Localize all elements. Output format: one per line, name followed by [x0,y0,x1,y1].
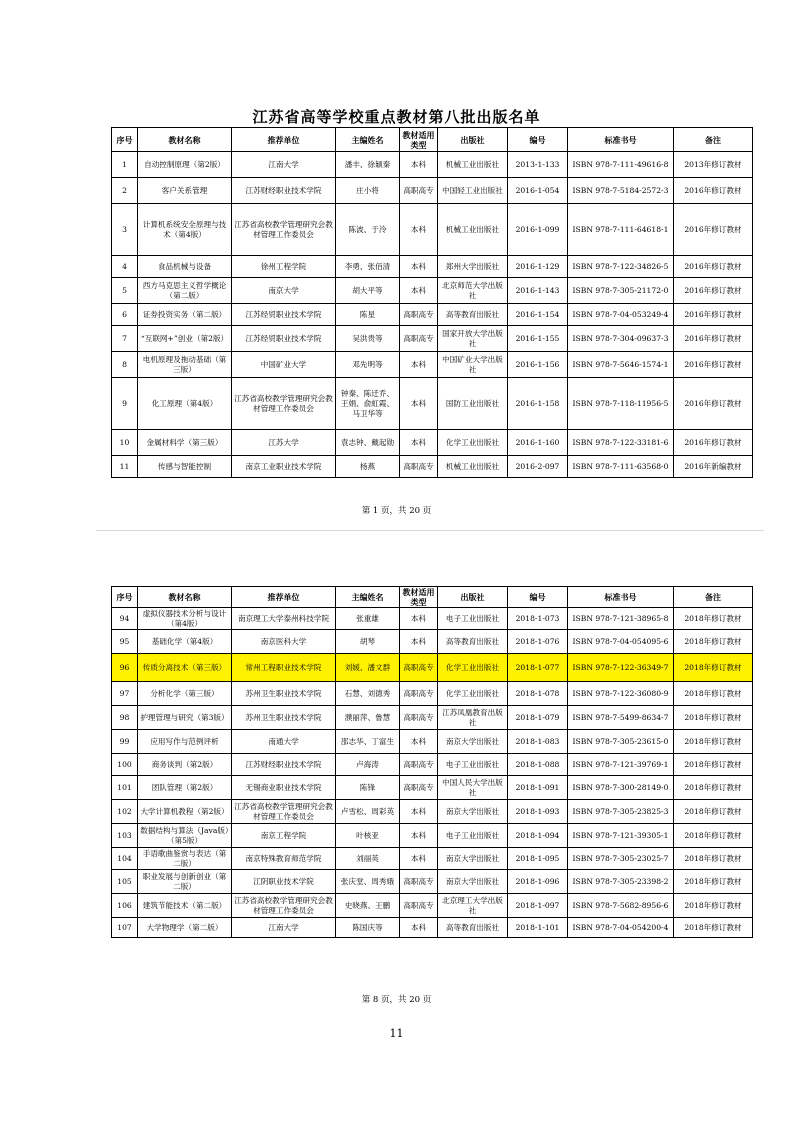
cell-code: 2016-1-054 [508,178,568,204]
cell-remark: 2018年修订教材 [674,848,753,870]
cell-recommending-unit: 中国矿业大学 [232,352,336,378]
cell-textbook-name: 手语歌曲鉴赏与表达（第二版） [138,848,232,870]
cell-isbn: ISBN 978-7-111-63568-0 [568,456,674,478]
cell-recommending-unit: 南京工业职业技术学院 [232,456,336,478]
textbook-table-page-1 [111,127,753,478]
cell-chief-editor: 李勇、张佰清 [336,256,400,278]
cell-isbn: ISBN 978-7-121-39769-1 [568,754,674,776]
cell-chief-editor: 卢雪松、周彩英 [336,800,400,824]
cell-code: 2016-1-156 [508,352,568,378]
cell-code: 2018-1-096 [508,870,568,894]
page-number: 11 [389,1027,404,1040]
cell-code: 2016-1-129 [508,256,568,278]
cell-chief-editor: 陈国庆等 [336,918,400,938]
cell-publisher: 中国轻工业出版社 [438,178,508,204]
cell-publisher: 化学工业出版社 [438,430,508,456]
cell-textbook-name: 传质分离技术（第三版） [138,654,232,682]
cell-code: 2016-1-099 [508,204,568,256]
cell-code: 2016-1-155 [508,326,568,352]
cell-seq: 7 [112,326,138,352]
cell-applicable-type: 本科 [400,204,438,256]
cell-publisher: 南京大学出版社 [438,870,508,894]
cell-remark: 2016年修订教材 [674,278,753,304]
cell-recommending-unit: 江南大学 [232,152,336,178]
cell-textbook-name: 食品机械与设备 [138,256,232,278]
cell-remark: 2018年修订教材 [674,608,753,630]
cell-publisher: 机械工业出版社 [438,456,508,478]
cell-code: 2016-1-143 [508,278,568,304]
table-row [112,608,753,630]
cell-seq: 9 [112,378,138,430]
cell-applicable-type: 高职高专 [400,870,438,894]
column-header-applicable-type: 教材适用类型 [400,128,438,152]
cell-recommending-unit: 南京大学 [232,278,336,304]
cell-seq: 6 [112,304,138,326]
cell-remark: 2016年新编教材 [674,456,753,478]
cell-isbn: ISBN 978-7-305-23025-7 [568,848,674,870]
column-header-seq: 序号 [112,128,138,152]
cell-seq: 106 [112,894,138,918]
cell-chief-editor: 刘媛、潘文群 [336,654,400,682]
cell-publisher: 江苏凤凰教育出版社 [438,706,508,730]
cell-remark: 2018年修订教材 [674,918,753,938]
cell-isbn: ISBN 978-7-122-34826-5 [568,256,674,278]
cell-applicable-type: 本科 [400,848,438,870]
table-row [112,706,753,730]
cell-isbn: ISBN 978-7-304-09637-3 [568,326,674,352]
document-title: 江苏省高等学校重点教材第八批出版名单 [252,108,541,126]
textbook-table-page-8 [111,586,753,938]
cell-code: 2016-1-160 [508,430,568,456]
table-row [112,352,753,378]
cell-recommending-unit: 江苏财经职业技术学院 [232,178,336,204]
cell-chief-editor: 卢海涛 [336,754,400,776]
cell-remark: 2016年修订教材 [674,430,753,456]
cell-remark: 2016年修订教材 [674,204,753,256]
cell-applicable-type: 本科 [400,800,438,824]
cell-seq: 10 [112,430,138,456]
table-row [112,730,753,754]
cell-chief-editor: 邓先明等 [336,352,400,378]
column-header-publisher: 出版社 [438,587,508,608]
cell-remark: 2016年修订教材 [674,256,753,278]
cell-code: 2018-1-091 [508,776,568,800]
cell-seq: 105 [112,870,138,894]
table-row [112,654,753,682]
cell-seq: 100 [112,754,138,776]
cell-textbook-name: 电机原理及拖动基础（第三版） [138,352,232,378]
column-header-publisher: 出版社 [438,128,508,152]
column-header-isbn: 标准书号 [568,128,674,152]
column-header-recommending-unit: 推荐单位 [232,587,336,608]
column-header-chief-editor: 主编姓名 [336,128,400,152]
cell-chief-editor: 杨燕 [336,456,400,478]
cell-applicable-type: 本科 [400,608,438,630]
cell-remark: 2016年修订教材 [674,304,753,326]
cell-applicable-type: 本科 [400,918,438,938]
cell-recommending-unit: 苏州卫生职业技术学院 [232,706,336,730]
cell-seq: 11 [112,456,138,478]
table-row [112,278,753,304]
cell-isbn: ISBN 978-7-111-49616-8 [568,152,674,178]
cell-isbn: ISBN 978-7-111-64618-1 [568,204,674,256]
cell-code: 2016-1-154 [508,304,568,326]
cell-remark: 2018年修订教材 [674,730,753,754]
cell-publisher: 中国矿业大学出版社 [438,352,508,378]
cell-textbook-name: 护理管理与研究（第3版） [138,706,232,730]
column-header-chief-editor: 主编姓名 [336,587,400,608]
cell-applicable-type: 本科 [400,352,438,378]
cell-textbook-name: 应用写作与范例评析 [138,730,232,754]
cell-textbook-name: 商务谈判（第2版） [138,754,232,776]
column-header-recommending-unit: 推荐单位 [232,128,336,152]
cell-isbn: ISBN 978-7-118-11956-5 [568,378,674,430]
cell-remark: 2018年修订教材 [674,654,753,682]
cell-isbn: ISBN 978-7-5499-8634-7 [568,706,674,730]
page-footer-1: 第 1 页，共 20 页 [361,506,432,516]
cell-publisher: 国家开放大学出版社 [438,326,508,352]
table-row [112,682,753,706]
column-header-remark: 备注 [674,587,753,608]
cell-remark: 2016年修订教材 [674,378,753,430]
table-row [112,204,753,256]
cell-recommending-unit: 南通大学 [232,730,336,754]
cell-remark: 2016年修订教材 [674,352,753,378]
cell-textbook-name: 团队管理（第2版） [138,776,232,800]
cell-recommending-unit: 江苏省高校教学管理研究会教材管理工作委员会 [232,204,336,256]
cell-applicable-type: 本科 [400,430,438,456]
cell-recommending-unit: 江苏经贸职业技术学院 [232,326,336,352]
column-header-seq: 序号 [112,587,138,608]
cell-seq: 94 [112,608,138,630]
cell-recommending-unit: 南京特殊教育师范学院 [232,848,336,870]
cell-textbook-name: 数据结构与算法（Java版）（第5版） [138,824,232,848]
table-row [112,378,753,430]
cell-chief-editor: 史晓燕、王鹏 [336,894,400,918]
cell-recommending-unit: 江苏省高校教学管理研究会教材管理工作委员会 [232,894,336,918]
cell-chief-editor: 张重雄 [336,608,400,630]
cell-chief-editor: 张庆堂、周秀娥 [336,870,400,894]
page-footer-2: 第 8 页，共 20 页 [361,995,432,1005]
cell-code: 2018-1-094 [508,824,568,848]
cell-seq: 8 [112,352,138,378]
column-header-code: 编号 [508,128,568,152]
cell-isbn: ISBN 978-7-122-36080-9 [568,682,674,706]
cell-publisher: 机械工业出版社 [438,152,508,178]
cell-applicable-type: 高职高专 [400,304,438,326]
cell-code: 2018-1-093 [508,800,568,824]
cell-publisher: 高等教育出版社 [438,918,508,938]
cell-textbook-name: 计算机系统安全原理与技术（第4版） [138,204,232,256]
column-header-isbn: 标准书号 [568,587,674,608]
cell-recommending-unit: 江苏财经职业技术学院 [232,754,336,776]
cell-publisher: 国防工业出版社 [438,378,508,430]
cell-seq: 98 [112,706,138,730]
cell-publisher: 化学工业出版社 [438,682,508,706]
cell-chief-editor: 庄小将 [336,178,400,204]
cell-remark: 2013年修订教材 [674,152,753,178]
cell-recommending-unit: 常州工程职业技术学院 [232,654,336,682]
cell-recommending-unit: 南京理工大学泰州科技学院 [232,608,336,630]
cell-chief-editor: 吴洪贵等 [336,326,400,352]
cell-textbook-name: 职业发展与创新创业（第二版） [138,870,232,894]
cell-remark: 2016年修订教材 [674,178,753,204]
cell-chief-editor: 石慧、刘德秀 [336,682,400,706]
cell-textbook-name: 金属材料学（第三版） [138,430,232,456]
cell-textbook-name: 客户关系管理 [138,178,232,204]
page-separator [96,530,764,531]
cell-textbook-name: 自动控制原理（第2版） [138,152,232,178]
cell-remark: 2018年修订教材 [674,894,753,918]
cell-isbn: ISBN 978-7-305-23398-2 [568,870,674,894]
cell-publisher: 郑州大学出版社 [438,256,508,278]
cell-textbook-name: 分析化学（第三版） [138,682,232,706]
cell-textbook-name: 建筑节能技术（第二版） [138,894,232,918]
cell-isbn: ISBN 978-7-305-23825-3 [568,800,674,824]
cell-publisher: 电子工业出版社 [438,824,508,848]
cell-textbook-name: 虚拟仪器技术分析与设计（第4版） [138,608,232,630]
cell-recommending-unit: 江苏经贸职业技术学院 [232,304,336,326]
cell-isbn: ISBN 978-7-04-054200-4 [568,918,674,938]
cell-chief-editor: 刘丽英 [336,848,400,870]
cell-publisher: 电子工业出版社 [438,754,508,776]
cell-remark: 2018年修订教材 [674,630,753,654]
cell-publisher: 高等教育出版社 [438,630,508,654]
cell-remark: 2018年修订教材 [674,776,753,800]
cell-remark: 2018年修订教材 [674,800,753,824]
cell-remark: 2018年修订教材 [674,824,753,848]
cell-chief-editor: 濮丽萍、鲁慧 [336,706,400,730]
cell-applicable-type: 高职高专 [400,754,438,776]
cell-seq: 103 [112,824,138,848]
cell-applicable-type: 本科 [400,152,438,178]
table-row [112,824,753,848]
cell-applicable-type: 高职高专 [400,654,438,682]
cell-chief-editor: 陈锋 [336,776,400,800]
table-row [112,456,753,478]
column-header-textbook-name: 教材名称 [138,587,232,608]
cell-seq: 5 [112,278,138,304]
cell-recommending-unit: 江苏大学 [232,430,336,456]
cell-chief-editor: 袁志钟、戴起勋 [336,430,400,456]
cell-seq: 95 [112,630,138,654]
table-header-row [112,128,753,152]
cell-remark: 2018年修订教材 [674,706,753,730]
cell-code: 2018-1-078 [508,682,568,706]
cell-remark: 2018年修订教材 [674,682,753,706]
cell-remark: 2016年修订教材 [674,326,753,352]
cell-applicable-type: 本科 [400,630,438,654]
cell-chief-editor: 叶核亚 [336,824,400,848]
cell-remark: 2018年修订教材 [674,870,753,894]
cell-recommending-unit: 江阴职业技术学院 [232,870,336,894]
cell-code: 2018-1-101 [508,918,568,938]
cell-recommending-unit: 南京医科大学 [232,630,336,654]
column-header-code: 编号 [508,587,568,608]
cell-recommending-unit: 江苏省高校教学管理研究会教材管理工作委员会 [232,800,336,824]
cell-textbook-name: 化工原理（第4版） [138,378,232,430]
cell-recommending-unit: 南京工程学院 [232,824,336,848]
cell-recommending-unit: 徐州工程学院 [232,256,336,278]
table-row [112,430,753,456]
table-row [112,178,753,204]
cell-isbn: ISBN 978-7-122-33181-6 [568,430,674,456]
cell-applicable-type: 本科 [400,256,438,278]
cell-isbn: ISBN 978-7-5184-2572-3 [568,178,674,204]
cell-chief-editor: 陈波、于泠 [336,204,400,256]
table-row [112,894,753,918]
table-row [112,848,753,870]
cell-seq: 3 [112,204,138,256]
column-header-remark: 备注 [674,128,753,152]
cell-code: 2018-1-077 [508,654,568,682]
table-header-row [112,587,753,608]
cell-seq: 97 [112,682,138,706]
cell-chief-editor: 陈星 [336,304,400,326]
cell-publisher: 机械工业出版社 [438,204,508,256]
cell-applicable-type: 高职高专 [400,178,438,204]
cell-publisher: 高等教育出版社 [438,304,508,326]
table-row [112,870,753,894]
cell-code: 2018-1-088 [508,754,568,776]
cell-chief-editor: 潘丰、徐颖秦 [336,152,400,178]
table-row [112,754,753,776]
table-row [112,776,753,800]
cell-code: 2018-1-073 [508,608,568,630]
cell-seq: 96 [112,654,138,682]
cell-code: 2018-1-097 [508,894,568,918]
cell-seq: 101 [112,776,138,800]
cell-code: 2016-1-158 [508,378,568,430]
cell-publisher: 南京大学出版社 [438,800,508,824]
cell-publisher: 北京师范大学出版社 [438,278,508,304]
cell-isbn: ISBN 978-7-121-39305-1 [568,824,674,848]
column-header-textbook-name: 教材名称 [138,128,232,152]
cell-chief-editor: 胡琴 [336,630,400,654]
table-row [112,152,753,178]
table-row [112,304,753,326]
cell-seq: 2 [112,178,138,204]
cell-applicable-type: 高职高专 [400,456,438,478]
cell-publisher: 南京大学出版社 [438,730,508,754]
cell-seq: 99 [112,730,138,754]
cell-code: 2018-1-083 [508,730,568,754]
cell-publisher: 南京大学出版社 [438,848,508,870]
cell-seq: 102 [112,800,138,824]
cell-code: 2018-1-095 [508,848,568,870]
cell-recommending-unit: 江南大学 [232,918,336,938]
cell-code: 2016-2-097 [508,456,568,478]
cell-recommending-unit: 无锡商业职业技术学院 [232,776,336,800]
cell-applicable-type: 高职高专 [400,894,438,918]
table-row [112,256,753,278]
cell-applicable-type: 高职高专 [400,326,438,352]
cell-isbn: ISBN 978-7-5646-1574-1 [568,352,674,378]
cell-publisher: 化学工业出版社 [438,654,508,682]
cell-recommending-unit: 江苏省高校教学管理研究会教材管理工作委员会 [232,378,336,430]
cell-applicable-type: 高职高专 [400,776,438,800]
cell-isbn: ISBN 978-7-121-38965-8 [568,608,674,630]
cell-isbn: ISBN 978-7-305-23615-0 [568,730,674,754]
cell-chief-editor: 胡大平等 [336,278,400,304]
cell-publisher: 电子工业出版社 [438,608,508,630]
cell-seq: 4 [112,256,138,278]
cell-seq: 107 [112,918,138,938]
cell-isbn: ISBN 978-7-04-054095-6 [568,630,674,654]
cell-isbn: ISBN 978-7-305-21172-0 [568,278,674,304]
cell-seq: 104 [112,848,138,870]
cell-recommending-unit: 苏州卫生职业技术学院 [232,682,336,706]
cell-isbn: ISBN 978-7-122-36349-7 [568,654,674,682]
cell-isbn: ISBN 978-7-300-28149-0 [568,776,674,800]
cell-textbook-name: “互联网+”创业（第2版） [138,326,232,352]
cell-applicable-type: 本科 [400,278,438,304]
cell-code: 2018-1-079 [508,706,568,730]
cell-publisher: 中国人民大学出版社 [438,776,508,800]
cell-textbook-name: 传感与智能控制 [138,456,232,478]
cell-applicable-type: 本科 [400,824,438,848]
cell-applicable-type: 高职高专 [400,706,438,730]
cell-applicable-type: 本科 [400,730,438,754]
cell-textbook-name: 西方马克思主义哲学概论（第二版） [138,278,232,304]
table-row [112,918,753,938]
cell-isbn: ISBN 978-7-5682-8956-6 [568,894,674,918]
table-row [112,630,753,654]
cell-chief-editor: 邵志华、丁富生 [336,730,400,754]
column-header-applicable-type: 教材适用类型 [400,587,438,608]
cell-isbn: ISBN 978-7-04-053249-4 [568,304,674,326]
cell-code: 2013-1-133 [508,152,568,178]
cell-publisher: 北京理工大学出版社 [438,894,508,918]
cell-remark: 2018年修订教材 [674,754,753,776]
cell-chief-editor: 钟秦、陈迁乔、王娟、俞虹霞、马卫华等 [336,378,400,430]
cell-textbook-name: 证券投资实务（第二版） [138,304,232,326]
cell-seq: 1 [112,152,138,178]
cell-textbook-name: 基础化学（第4版） [138,630,232,654]
cell-textbook-name: 大学物理学（第二版） [138,918,232,938]
table-row [112,800,753,824]
table-row [112,326,753,352]
cell-textbook-name: 大学计算机教程（第2版） [138,800,232,824]
cell-code: 2018-1-076 [508,630,568,654]
cell-applicable-type: 本科 [400,378,438,430]
cell-applicable-type: 高职高专 [400,682,438,706]
